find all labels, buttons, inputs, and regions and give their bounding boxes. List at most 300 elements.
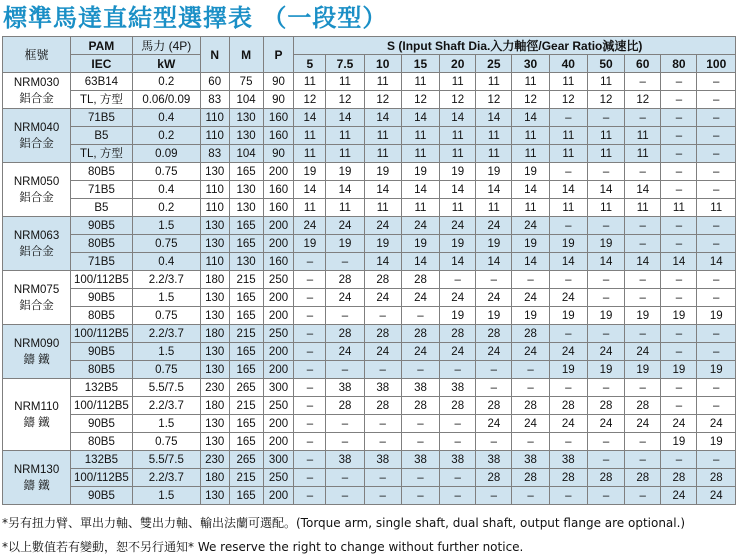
kw-cell: 0.2 [132,73,200,91]
p-cell: 200 [263,343,294,361]
shaft-dia-cell: – [476,433,512,451]
n-cell: 60 [200,73,229,91]
shaft-dia-cell: 14 [625,253,661,271]
kw-cell: 1.5 [132,487,200,505]
shaft-dia-cell: 24 [697,415,736,433]
shaft-dia-cell: – [294,415,326,433]
shaft-dia-cell: 24 [476,415,512,433]
shaft-dia-cell: 38 [512,451,549,469]
shaft-dia-cell: – [549,163,587,181]
shaft-dia-cell: – [549,271,587,289]
kw-cell: 0.4 [132,109,200,127]
shaft-dia-cell: 14 [625,181,661,199]
p-cell: 250 [263,271,294,289]
shaft-dia-cell: 28 [625,469,661,487]
shaft-dia-cell: – [587,163,624,181]
shaft-dia-cell: – [587,289,624,307]
p-cell: 200 [263,163,294,181]
shaft-dia-cell: 24 [364,289,401,307]
p-cell: 90 [263,73,294,91]
shaft-dia-cell: – [440,487,476,505]
shaft-dia-cell: 38 [364,451,401,469]
shaft-dia-cell: – [294,343,326,361]
shaft-dia-cell: 12 [401,91,439,109]
shaft-dia-cell: – [697,379,736,397]
shaft-dia-cell: 24 [440,289,476,307]
kw-cell: 0.4 [132,253,200,271]
shaft-dia-cell: – [294,253,326,271]
table-row [3,253,736,271]
frame-material: 鋁合金 [19,191,54,204]
shaft-dia-cell: – [587,379,624,397]
shaft-dia-cell: – [294,289,326,307]
p-cell: 200 [263,235,294,253]
shaft-dia-cell: 19 [401,235,439,253]
pam-cell: 71B5 [71,181,133,199]
p-cell: 250 [263,325,294,343]
shaft-dia-cell: 11 [587,127,624,145]
shaft-dia-cell: 11 [440,73,476,91]
kw-cell: 0.75 [132,235,200,253]
shaft-dia-cell: 14 [587,253,624,271]
frame-cell [3,73,71,109]
shaft-dia-cell: – [364,433,401,451]
kw-cell: 2.2/3.7 [132,325,200,343]
shaft-dia-cell: – [697,325,736,343]
shaft-dia-cell: 19 [697,361,736,379]
pam-cell: 80B5 [71,433,133,451]
shaft-dia-cell: 14 [587,181,624,199]
shaft-dia-cell: – [661,73,697,91]
shaft-dia-cell: 24 [401,217,439,235]
shaft-dia-cell: – [587,217,624,235]
pam-cell: 80B5 [71,163,133,181]
shaft-dia-cell: 19 [697,433,736,451]
frame-cell [3,325,71,379]
kw-cell: 0.2 [132,127,200,145]
shaft-dia-cell: 11 [512,199,549,217]
shaft-dia-cell: – [625,163,661,181]
shaft-dia-cell: 11 [364,127,401,145]
n-cell: 130 [200,343,229,361]
m-cell: 165 [229,415,263,433]
table-row [3,415,736,433]
shaft-dia-cell: – [294,307,326,325]
shaft-dia-cell: 19 [440,307,476,325]
kw-cell: 0.06/0.09 [132,91,200,109]
table-row [3,325,736,343]
shaft-dia-cell: 11 [440,145,476,163]
shaft-dia-cell: – [661,145,697,163]
shaft-dia-cell: – [625,451,661,469]
shaft-dia-cell: – [697,145,736,163]
table-row [3,163,736,181]
shaft-dia-cell: 11 [326,127,364,145]
shaft-dia-cell: 11 [476,199,512,217]
shaft-dia-cell: 19 [440,235,476,253]
shaft-dia-cell: – [697,127,736,145]
frame-cell [3,379,71,451]
table-row [3,217,736,235]
shaft-dia-cell: 12 [440,91,476,109]
shaft-dia-cell: 14 [440,253,476,271]
table-row [3,109,736,127]
pam-cell: 90B5 [71,289,133,307]
shaft-dia-cell: 14 [401,109,439,127]
shaft-dia-cell: 19 [661,307,697,325]
frame-model: NRM040 [13,121,60,134]
frame-cell [3,109,71,163]
shaft-dia-cell: 14 [549,181,587,199]
shaft-dia-cell: 19 [549,361,587,379]
shaft-dia-cell: 19 [587,307,624,325]
shaft-dia-cell: 24 [587,343,624,361]
shaft-dia-cell: 28 [401,397,439,415]
shaft-dia-cell: – [697,289,736,307]
pam-cell: 100/112B5 [71,271,133,289]
table-row [3,271,736,289]
m-cell: 215 [229,325,263,343]
p-cell: 200 [263,307,294,325]
header-ratio-title: S (Input Shaft Dia.入力軸徑/Gear Ratio減速比) [294,37,736,55]
shaft-dia-cell: – [697,163,736,181]
n-cell: 180 [200,271,229,289]
shaft-dia-cell: – [364,307,401,325]
shaft-dia-cell: – [512,271,549,289]
shaft-dia-cell: 11 [401,127,439,145]
frame-cell [3,217,71,271]
table-row [3,127,736,145]
shaft-dia-cell: 24 [549,289,587,307]
pam-cell: 90B5 [71,217,133,235]
shaft-dia-cell: 28 [326,271,364,289]
m-cell: 130 [229,253,263,271]
shaft-dia-cell: – [661,217,697,235]
table-row [3,91,736,109]
shaft-dia-cell: – [326,361,364,379]
kw-cell: 2.2/3.7 [132,397,200,415]
frame-material: 鋁合金 [19,92,54,105]
shaft-dia-cell: 24 [512,217,549,235]
shaft-dia-cell: 11 [587,199,624,217]
shaft-dia-cell: – [549,217,587,235]
shaft-dia-cell: 38 [440,451,476,469]
table-row [3,307,736,325]
n-cell: 230 [200,451,229,469]
header-n: N [200,37,229,73]
kw-cell: 0.75 [132,433,200,451]
p-cell: 200 [263,361,294,379]
shaft-dia-cell: 19 [661,433,697,451]
pam-cell: 80B5 [71,235,133,253]
shaft-dia-cell: 12 [326,91,364,109]
n-cell: 230 [200,379,229,397]
shaft-dia-cell: – [326,469,364,487]
pam-cell: TL, 方型 [71,145,133,163]
shaft-dia-cell: 28 [587,469,624,487]
shaft-dia-cell: – [661,325,697,343]
table-row [3,397,736,415]
p-cell: 160 [263,181,294,199]
m-cell: 165 [229,487,263,505]
shaft-dia-cell: 14 [440,109,476,127]
table-row [3,361,736,379]
shaft-dia-cell: 11 [364,199,401,217]
shaft-dia-cell: 14 [364,181,401,199]
shaft-dia-cell: 14 [440,181,476,199]
shaft-dia-cell: 24 [661,415,697,433]
shaft-dia-cell: 19 [549,307,587,325]
shaft-dia-cell: – [364,361,401,379]
shaft-dia-cell: 11 [697,199,736,217]
shaft-dia-cell: – [401,415,439,433]
shaft-dia-cell: – [661,127,697,145]
m-cell: 265 [229,379,263,397]
p-cell: 90 [263,145,294,163]
kw-cell: 5.5/7.5 [132,451,200,469]
shaft-dia-cell: – [294,469,326,487]
shaft-dia-cell: – [625,289,661,307]
shaft-dia-cell: 19 [294,163,326,181]
shaft-dia-cell: – [661,451,697,469]
kw-cell: 0.4 [132,181,200,199]
shaft-dia-cell: 19 [587,235,624,253]
shaft-dia-cell: 28 [661,469,697,487]
shaft-dia-cell: – [294,433,326,451]
frame-cell [3,451,71,505]
shaft-dia-cell: 11 [549,199,587,217]
n-cell: 110 [200,253,229,271]
shaft-dia-cell: – [440,415,476,433]
shaft-dia-cell: – [512,487,549,505]
shaft-dia-cell: 11 [625,127,661,145]
kw-cell: 0.2 [132,199,200,217]
shaft-dia-cell: 11 [294,145,326,163]
header-ratio: 20 [440,55,476,73]
header-ratio: 50 [587,55,624,73]
shaft-dia-cell: – [625,73,661,91]
shaft-dia-cell: 19 [364,235,401,253]
shaft-dia-cell: – [294,397,326,415]
shaft-dia-cell: 19 [625,361,661,379]
p-cell: 160 [263,199,294,217]
shaft-dia-cell: 24 [512,343,549,361]
shaft-dia-cell: 28 [364,325,401,343]
shaft-dia-cell: 28 [401,325,439,343]
shaft-dia-cell: 28 [512,325,549,343]
frame-model: NRM075 [13,283,60,296]
shaft-dia-cell: – [401,361,439,379]
p-cell: 300 [263,379,294,397]
shaft-dia-cell: 11 [440,199,476,217]
shaft-dia-cell: 11 [661,199,697,217]
m-cell: 165 [229,307,263,325]
p-cell: 160 [263,109,294,127]
shaft-dia-cell: 14 [512,109,549,127]
n-cell: 130 [200,487,229,505]
shaft-dia-cell: – [549,379,587,397]
shaft-dia-cell: – [440,271,476,289]
frame-material: 鋁合金 [19,137,54,150]
m-cell: 165 [229,343,263,361]
shaft-dia-cell: 28 [476,397,512,415]
shaft-dia-cell: – [661,289,697,307]
shaft-dia-cell: 19 [476,235,512,253]
shaft-dia-cell: 11 [364,145,401,163]
n-cell: 83 [200,91,229,109]
pam-cell: B5 [71,127,133,145]
shaft-dia-cell: 19 [587,361,624,379]
pam-cell: 71B5 [71,253,133,271]
shaft-dia-cell: 24 [512,415,549,433]
pam-cell: 90B5 [71,487,133,505]
shaft-dia-cell: – [401,469,439,487]
kw-cell: 1.5 [132,343,200,361]
shaft-dia-cell: 28 [364,271,401,289]
shaft-dia-cell: – [587,451,624,469]
frame-cell [3,163,71,217]
shaft-dia-cell: 28 [625,397,661,415]
header-power: 馬力 (4P) [132,37,200,55]
p-cell: 200 [263,415,294,433]
shaft-dia-cell: – [294,379,326,397]
shaft-dia-cell: 24 [476,343,512,361]
shaft-dia-cell: – [476,361,512,379]
shaft-dia-cell: 24 [401,289,439,307]
shaft-dia-cell: – [625,217,661,235]
pam-cell: 71B5 [71,109,133,127]
n-cell: 83 [200,145,229,163]
shaft-dia-cell: – [294,361,326,379]
shaft-dia-cell: 11 [549,145,587,163]
shaft-dia-cell: – [661,91,697,109]
frame-cell [3,271,71,325]
shaft-dia-cell: – [440,469,476,487]
shaft-dia-cell: – [625,433,661,451]
shaft-dia-cell: 28 [326,397,364,415]
m-cell: 165 [229,217,263,235]
shaft-dia-cell: 11 [401,73,439,91]
shaft-dia-cell: 28 [697,469,736,487]
shaft-dia-cell: 24 [364,343,401,361]
shaft-dia-cell: – [625,271,661,289]
header-ratio: 80 [661,55,697,73]
shaft-dia-cell: 12 [476,91,512,109]
p-cell: 200 [263,289,294,307]
shaft-dia-cell: 14 [364,253,401,271]
shaft-dia-cell: 11 [326,73,364,91]
shaft-dia-cell: 24 [326,343,364,361]
header-frame: 框號 [3,37,71,73]
shaft-dia-cell: 24 [440,343,476,361]
header-p: P [263,37,294,73]
n-cell: 130 [200,217,229,235]
shaft-dia-cell: 24 [661,487,697,505]
page-title: 標準馬達直結型選擇表 （一段型） [3,4,388,32]
shaft-dia-cell: 14 [401,181,439,199]
header-m: M [229,37,263,73]
shaft-dia-cell: 12 [549,91,587,109]
frame-model: NRM110 [14,400,59,413]
shaft-dia-cell: 24 [549,343,587,361]
pam-cell: 63B14 [71,73,133,91]
table-row [3,469,736,487]
shaft-dia-cell: 14 [326,109,364,127]
table-row [3,433,736,451]
n-cell: 130 [200,289,229,307]
shaft-dia-cell: – [326,307,364,325]
shaft-dia-cell: – [697,73,736,91]
shaft-dia-cell: 28 [326,325,364,343]
m-cell: 265 [229,451,263,469]
shaft-dia-cell: – [401,307,439,325]
shaft-dia-cell: 14 [512,253,549,271]
shaft-dia-cell: 11 [512,145,549,163]
shaft-dia-cell: – [587,325,624,343]
gear-ratio-selection-table [2,36,736,505]
shaft-dia-cell: – [661,343,697,361]
m-cell: 165 [229,361,263,379]
frame-model: NRM063 [13,229,60,242]
shaft-dia-cell: 14 [326,181,364,199]
shaft-dia-cell: – [401,487,439,505]
shaft-dia-cell: 11 [401,145,439,163]
kw-cell: 0.09 [132,145,200,163]
pam-cell: TL, 方型 [71,91,133,109]
shaft-dia-cell: 24 [401,343,439,361]
shaft-dia-cell: 14 [364,109,401,127]
shaft-dia-cell: 11 [476,145,512,163]
shaft-dia-cell: 11 [294,73,326,91]
p-cell: 160 [263,127,294,145]
table-row [3,73,736,91]
shaft-dia-cell: – [440,361,476,379]
m-cell: 104 [229,91,263,109]
shaft-dia-cell: – [476,487,512,505]
p-cell: 250 [263,397,294,415]
shaft-dia-cell: 14 [294,181,326,199]
shaft-dia-cell: 24 [326,289,364,307]
shaft-dia-cell: 28 [512,397,549,415]
shaft-dia-cell: 19 [326,163,364,181]
n-cell: 180 [200,469,229,487]
header-ratio: 25 [476,55,512,73]
shaft-dia-cell: 11 [512,73,549,91]
shaft-dia-cell: 11 [294,127,326,145]
shaft-dia-cell: – [697,91,736,109]
shaft-dia-cell: 14 [476,109,512,127]
m-cell: 130 [229,109,263,127]
shaft-dia-cell: 11 [294,199,326,217]
kw-cell: 1.5 [132,289,200,307]
table-row [3,145,736,163]
frame-material: 鋁合金 [19,245,54,258]
shaft-dia-cell: – [587,487,624,505]
n-cell: 130 [200,361,229,379]
header-kw: kW [132,55,200,73]
kw-cell: 2.2/3.7 [132,271,200,289]
pam-cell: 132B5 [71,451,133,469]
shaft-dia-cell: 11 [625,145,661,163]
m-cell: 104 [229,145,263,163]
shaft-dia-cell: 14 [661,253,697,271]
frame-material: 鑄 鐵 [23,416,50,429]
shaft-dia-cell: – [512,379,549,397]
shaft-dia-cell: – [625,487,661,505]
header-ratio: 100 [697,55,736,73]
shaft-dia-cell: 19 [440,163,476,181]
pam-cell: 100/112B5 [71,325,133,343]
